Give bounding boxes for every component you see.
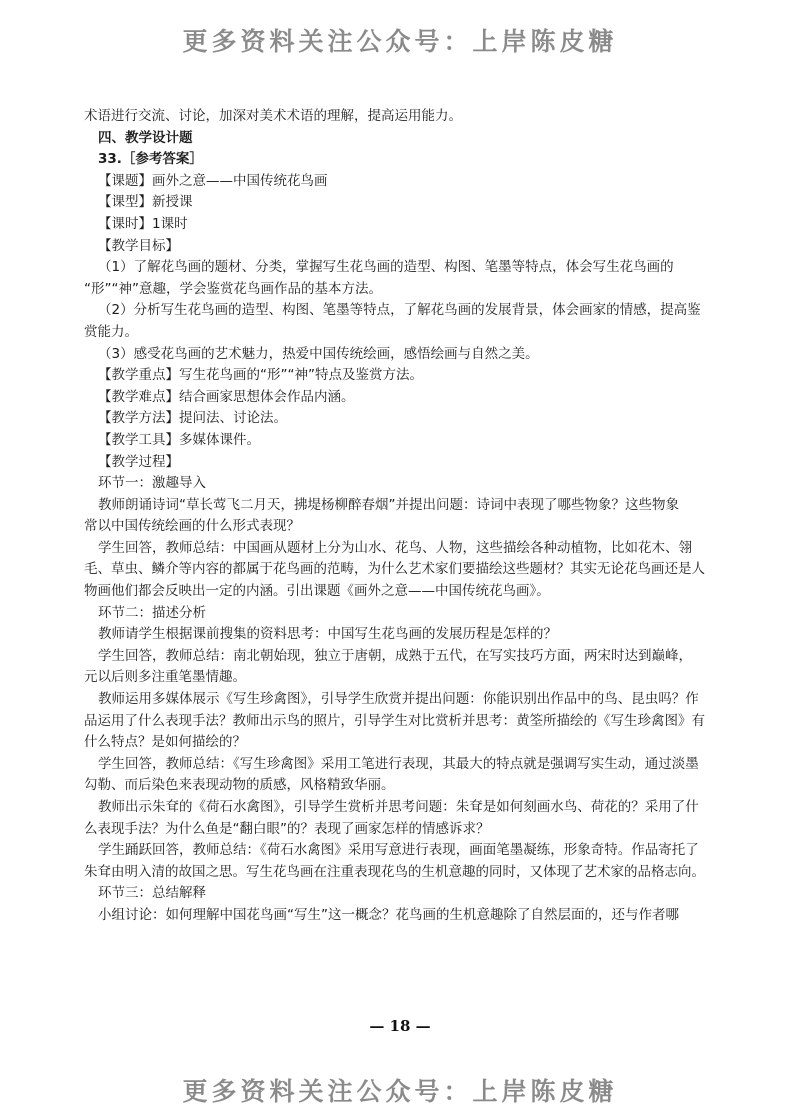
text-line: 环节一：激趣导入: [98, 475, 206, 492]
text-line: （3）感受花鸟画的艺术魅力，热爱中国传统绘画，感悟绘画与自然之美。: [98, 345, 539, 362]
text-line: 教师出示朱耷的《荷石水禽图》，引导学生赏析并思考问题：朱耷是如何刻画水鸟、荷花的？采用了什: [98, 799, 699, 815]
text-line: 【教学过程】: [98, 453, 179, 470]
text-line: 元以后则多注重笔墨情趣。: [84, 669, 246, 686]
text-line: 物画他们都会反映出一定的内涵。引出课题《画外之意——中国传统花鸟画》。: [84, 583, 550, 600]
text-line: 毛、草虫、鳞介等内容的都属于花鸟画的范畴，为什么艺术家们要描绘这些题材？其实无论花鸟画还是人: [84, 561, 705, 578]
text-line: 勾勒、而后染色来表现动物的质感，风格精致华丽。: [84, 777, 395, 794]
page-number: — 18 —: [369, 1017, 431, 1035]
text-line: 小组讨论：如何理解中国花鸟画“写生”这一概念？花鸟画的生机意趣除了自然层面的，还与作者哪: [98, 906, 679, 923]
text-line: 学生回答，教师总结：南北朝始现，独立于唐朝，成熟于五代，在写实技巧方面，两宋时达到巅峰，: [98, 647, 692, 664]
text-line: 品运用了什么表现手法？教师出示鸟的照片，引导学生对比赏析并思考：黄筌所描绘的《写生珍禽图》有: [84, 712, 705, 729]
document-body: [84, 106, 724, 927]
text-line: 【课型】新授课: [98, 194, 193, 211]
text-line: （1）了解花鸟画的题材、分类，掌握写生花鸟画的造型、构图、笔墨等特点，体会写生花鸟画的: [98, 259, 674, 276]
text-line: “形”“神”意趣，学会鉴赏花鸟画作品的基本方法。: [84, 280, 382, 297]
footer-watermark: 更多资料关注公众号：上岸陈皮糖: [182, 1077, 618, 1106]
text-line: 【课时】1课时: [98, 215, 188, 232]
text-line: 【教学工具】多媒体课件。: [98, 431, 260, 448]
text-line: 【教学重点】写生花鸟画的“形”“神”特点及鉴赏方法。: [98, 367, 423, 384]
text-line: 学生回答，教师总结：《写生珍禽图》采用工笔进行表现，其最大的特点就是强调写实生动，通过淡墨: [98, 755, 699, 772]
text-line: 常以中国传统绘画的什么形式表现？: [84, 518, 300, 535]
text-line: 术语进行交流、讨论，加深对美术术语的理解，提高运用能力。: [84, 108, 462, 124]
text-line: 朱耷由明入清的故国之思。写生花鸟画在注重表现花鸟的生机意趣的同时，又体现了艺术家的品格志向。: [84, 863, 705, 880]
text-line: （2）分析写生花鸟画的造型、构图、笔墨等特点，了解花鸟画的发展背景，体会画家的情感，提高鉴: [98, 302, 701, 319]
question-number: 33.［参考答案］: [98, 151, 203, 168]
text-line: 赏能力。: [84, 323, 138, 340]
text-line: 教师请学生根据课前搜集的资料思考：中国写生花鸟画的发展历程是怎样的？: [98, 626, 557, 643]
text-line: 【教学目标】: [98, 237, 179, 254]
text-line: 教师朗诵诗词“草长莺飞二月天，拂堤杨柳醉春烟”并提出问题：诗词中表现了哪些物象？这些物象: [98, 496, 679, 513]
text-line: 【教学方法】提问法、讨论法。: [98, 410, 287, 427]
text-line: 【课题】画外之意——中国传统花鸟画: [98, 172, 328, 189]
text-line: 学生踊跃回答，教师总结：《荷石水禽图》采用写意进行表现，画面笔墨凝练，形象奇特。作品寄托了: [98, 842, 699, 859]
section-heading: 四、教学设计题: [98, 129, 193, 146]
text-line: 学生回答，教师总结：中国画从题材上分为山水、花鸟、人物，这些描绘各种动植物，比如花木、翎: [98, 539, 692, 556]
text-line: 教师运用多媒体展示《写生珍禽图》，引导学生欣赏并提出问题：你能识别出作品中的鸟、昆虫吗？作: [98, 691, 699, 708]
text-line: 么表现手法？为什么鱼是“翻白眼”的？表现了画家怎样的情感诉求？: [84, 820, 490, 837]
text-line: 【教学难点】结合画家思想体会作品内涵。: [98, 388, 355, 405]
header-watermark: 更多资料关注公众号：上岸陈皮糖: [182, 27, 618, 56]
text-line: 什么特点？是如何描绘的？: [84, 734, 246, 751]
text-line: 环节三：总结解释: [98, 885, 206, 902]
text-line: 环节二：描述分析: [98, 604, 206, 621]
